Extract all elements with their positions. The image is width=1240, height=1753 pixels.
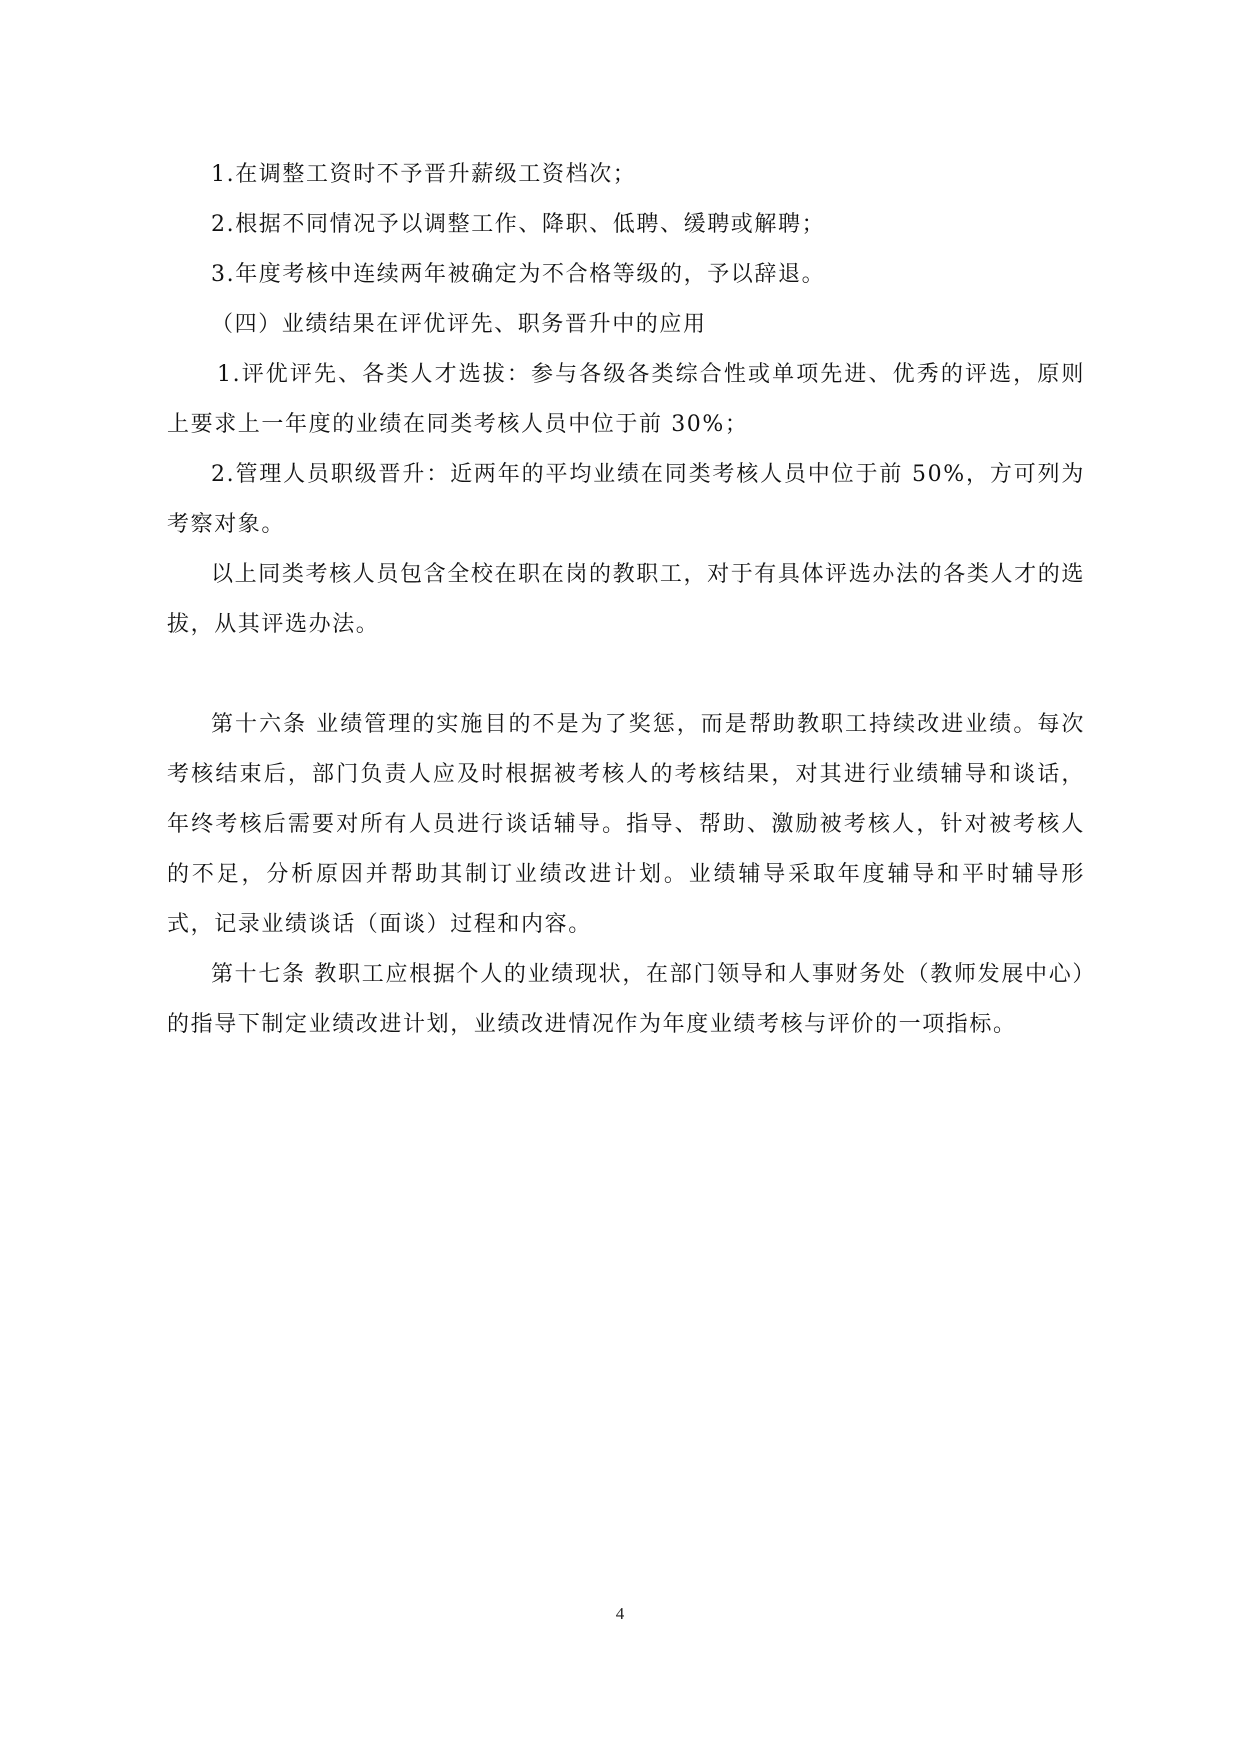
section-spacer	[167, 650, 1085, 700]
paragraph-item-3: 3.年度考核中连续两年被确定为不合格等级的，予以辞退。	[211, 262, 826, 287]
paragraph-awards-selection: 1.评优评先、各类人才选拔：参与各级各类综合性或单项先进、优秀的评选，原则上要求上一年度的业绩在同类考核人员中位于前 30%；	[167, 362, 1085, 437]
article-17: 第十七条 教职工应根据个人的业绩现状，在部门领导和人事财务处（教师发展中心）的指导下制定业绩改进计划，业绩改进情况作为年度业绩考核与评价的一项指标。	[167, 962, 1085, 1037]
paragraph-item-2: 2.根据不同情况予以调整工作、降职、低聘、缓聘或解聘；	[211, 212, 826, 237]
paragraph-rank-promotion: 2.管理人员职级晋升：近两年的平均业绩在同类考核人员中位于前 50%，方可列为考察对象。	[167, 462, 1085, 537]
document-body	[167, 150, 1085, 1050]
page-number: 4	[615, 1604, 625, 1623]
paragraph-item-1: 1.在调整工资时不予晋升薪级工资档次；	[211, 162, 637, 187]
article-16: 第十六条 业绩管理的实施目的不是为了奖惩，而是帮助教职工持续改进业绩。每次考核结束后，部门负责人应及时根据被考核人的考核结果，对其进行业绩辅导和谈话，年终考核后需要对所有人员进行谈话辅导。指导、帮助、激励被考核人，针对被考核人的不足，分析原因并帮助其制订业绩改进计划。业绩辅导采取年度辅导和平时辅导形式，记录业绩谈话（面谈）过程和内容。	[167, 712, 1085, 937]
section-heading: （四）业绩结果在评优评先、职务晋升中的应用	[211, 312, 707, 337]
paragraph-scope-note: 以上同类考核人员包含全校在职在岗的教职工，对于有具体评选办法的各类人才的选拔，从其评选办法。	[167, 562, 1085, 637]
